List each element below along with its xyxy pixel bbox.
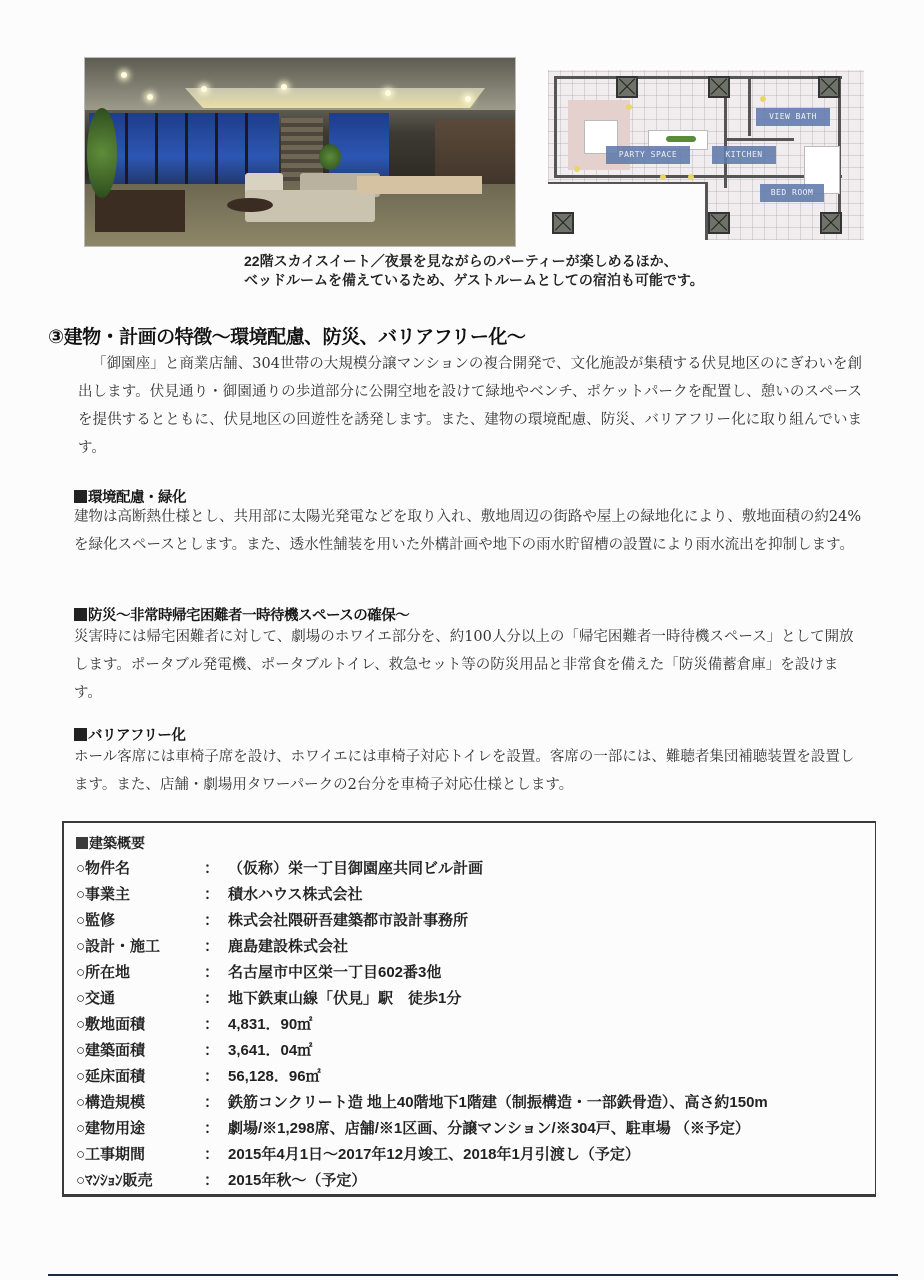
- row-value: 2015年秋～（予定）: [228, 1172, 367, 1189]
- plan-column-icon: [616, 76, 638, 98]
- row-separator: ：: [204, 1120, 220, 1137]
- photo-dining-table: [357, 176, 482, 194]
- photo-downlight: [465, 96, 471, 102]
- row-key: ○構造規模: [76, 1094, 146, 1111]
- overview-row-supervision: [76, 909, 866, 935]
- plan-wall: [724, 138, 794, 141]
- plan-light: [626, 104, 632, 110]
- row-separator: ：: [204, 860, 220, 877]
- photo-mullion: [125, 113, 128, 193]
- row-separator: ：: [204, 1016, 220, 1033]
- overview-row-total-floor-area: [76, 1065, 866, 1091]
- image-caption: [244, 252, 764, 290]
- plan-light: [574, 166, 580, 172]
- subsection-body-greening: 建物は高断熱仕様とし、共用部に太陽光発電などを取り入れ、敷地周辺の街路や屋上の緑地化により、敷地面積の約24%を緑化スペースとします。また、透水性舗装を用いた外構計画や地下の雨水貯留槽の設置により雨水流出を抑制します。: [74, 509, 862, 553]
- overview-row-site-area: [76, 1013, 866, 1039]
- overview-row-building-area: [76, 1039, 866, 1065]
- overview-row-access: [76, 987, 866, 1013]
- subsection-heading-barrier-free: [74, 724, 185, 745]
- row-key: ○敷地面積: [76, 1016, 146, 1033]
- row-key: ○建物用途: [76, 1120, 146, 1137]
- row-separator: ：: [204, 964, 220, 981]
- interior-photo: [84, 57, 516, 247]
- intro-paragraph: 「御園座」と商業店舗、304世帯の大規模分譲マンションの複合開発で、文化施設が集積する伏見地区のにぎわいを創出します。伏見通り・御園通りの歩道部分に公開空地を設けて緑地やベンチ、ポケットパークを配置し、憩いのスペースを提供するとともに、伏見地区の回遊性を誘発します。また、建物の環境配慮、防災、バリアフリー化に取り組んでいます。: [78, 356, 862, 456]
- plan-light: [688, 174, 694, 180]
- photo-downlight: [121, 72, 127, 78]
- row-value: 3,641．04㎡: [228, 1042, 313, 1059]
- photo-planter: [95, 190, 185, 232]
- row-value: 株式会社隈研吾建築都市設計事務所: [228, 912, 469, 929]
- row-value: 4,831．90㎡: [228, 1016, 313, 1033]
- subsection-heading-disaster: [74, 604, 409, 625]
- photo-downlight: [147, 94, 153, 100]
- row-separator: ：: [204, 886, 220, 903]
- row-value: 名古屋市中区栄一丁目602番3他: [228, 964, 442, 981]
- subsection-heading-text: 防災～非常時帰宅困難者一時待機スペースの確保～: [88, 608, 410, 624]
- floor-plan: [548, 70, 864, 240]
- overview-row-property-name: [76, 857, 866, 883]
- row-value: 56,128．96㎡: [228, 1068, 321, 1085]
- row-value: 2015年4月1日～2017年12月竣工、2018年1月引渡し（予定）: [228, 1146, 640, 1163]
- square-bullet-icon: [76, 837, 88, 849]
- row-separator: ：: [204, 938, 220, 955]
- section-title: ③建物・計画の特徴～環境配慮、防災、バリアフリー化～: [48, 326, 526, 348]
- photo-downlight: [385, 90, 391, 96]
- overview-row-design-construction: [76, 935, 866, 961]
- overview-row-construction-period: [76, 1143, 866, 1169]
- overview-row-location: [76, 961, 866, 987]
- plan-column-icon: [708, 212, 730, 234]
- caption-line-2: ベッドルームを備えているため、ゲストルームとしての宿泊も可能です。: [244, 272, 704, 288]
- row-value: 鹿島建設株式会社: [228, 938, 349, 955]
- photo-downlight: [201, 86, 207, 92]
- photo-mullion: [215, 113, 218, 193]
- row-key: ○設計・施工: [76, 938, 161, 955]
- plan-column-icon: [708, 76, 730, 98]
- subsection-body-disaster: 災害時には帰宅困難者に対して、劇場のホワイエ部分を、約100人分以上の「帰宅困難者一時待機スペース」として開放します。ポータブル発電機、ポータブルトイレ、救急セット等の防災用品と非常食を備えた「防災備蓄倉庫」を設けます。: [74, 629, 854, 701]
- row-key: ○物件名: [76, 860, 131, 877]
- footer-divider: [48, 1274, 898, 1276]
- building-overview-box: [62, 821, 876, 1197]
- row-separator: ：: [204, 1042, 220, 1059]
- row-key: ○事業主: [76, 886, 131, 903]
- overview-row-structure: [76, 1091, 866, 1117]
- photo-mullion: [185, 113, 188, 193]
- photo-plant: [87, 108, 117, 198]
- row-separator: ：: [204, 1094, 220, 1111]
- plan-light: [760, 96, 766, 102]
- row-value: 鉄筋コンクリート造 地上40階地下1階建（制振構造・一部鉄骨造）、高さ約150m: [228, 1094, 768, 1111]
- plan-light: [660, 174, 666, 180]
- plan-wall: [748, 78, 751, 136]
- subsection-body-barrier-free: ホール客席には車椅子席を設け、ホワイエには車椅子対応トイレを設置。客席の一部には、難聴者集団補聴装置を設置します。また、店舗・劇場用タワーパークの2台分を車椅子対応仕様とします。: [74, 749, 855, 793]
- plan-column-icon: [820, 212, 842, 234]
- photo-downlight: [281, 84, 287, 90]
- row-value: 地下鉄東山線「伏見」駅 徒歩1分: [228, 990, 462, 1007]
- row-key: ○監修: [76, 912, 116, 929]
- plan-label-bed-room: BED ROOM: [760, 184, 824, 202]
- photo-cove-lighting: [185, 88, 485, 108]
- row-separator: ：: [204, 1172, 220, 1189]
- overview-row-condo-sales: [76, 1169, 866, 1195]
- row-key: ○ﾏﾝｼｮﾝ販売: [76, 1172, 153, 1189]
- caption-line-1: 22階スカイスイート／夜景を見ながらのパーティーが楽しめるほか、: [244, 253, 678, 269]
- plan-column-icon: [552, 212, 574, 234]
- row-separator: ：: [204, 1068, 220, 1085]
- row-key: ○延床面積: [76, 1068, 146, 1085]
- plan-plants: [666, 136, 696, 142]
- photo-mullion: [155, 113, 158, 193]
- overview-row-usage: [76, 1117, 866, 1143]
- subsection-heading-text: 環境配慮・緑化: [88, 490, 186, 506]
- photo-plant: [319, 144, 341, 170]
- row-key: ○工事期間: [76, 1146, 146, 1163]
- plan-label-kitchen: KITCHEN: [712, 146, 776, 164]
- row-value: 劇場/※1,298席、店舗/※1区画、分譲マンション/※304戸、駐車場 （※予定）: [228, 1120, 750, 1137]
- row-separator: ：: [204, 990, 220, 1007]
- row-key: ○所在地: [76, 964, 131, 981]
- square-bullet-icon: [74, 728, 87, 741]
- row-value: （仮称）栄一丁目御園座共同ビル計画: [228, 860, 484, 877]
- overview-title-text: 建築概要: [89, 836, 145, 852]
- row-value: 積水ハウス株式会社: [228, 886, 363, 903]
- row-separator: ：: [204, 912, 220, 929]
- photo-coffee-table: [227, 198, 273, 212]
- plan-label-view-bath: VIEW BATH: [756, 108, 830, 126]
- plan-label-party-space: PARTY SPACE: [606, 146, 690, 164]
- subsection-heading-text: バリアフリー化: [88, 728, 186, 744]
- plan-column-icon: [818, 76, 840, 98]
- row-key: ○交通: [76, 990, 116, 1007]
- row-separator: ：: [204, 1146, 220, 1163]
- square-bullet-icon: [74, 490, 87, 503]
- row-key: ○建築面積: [76, 1042, 146, 1059]
- overview-row-developer: [76, 883, 866, 909]
- square-bullet-icon: [74, 608, 87, 621]
- overview-title: [76, 833, 145, 853]
